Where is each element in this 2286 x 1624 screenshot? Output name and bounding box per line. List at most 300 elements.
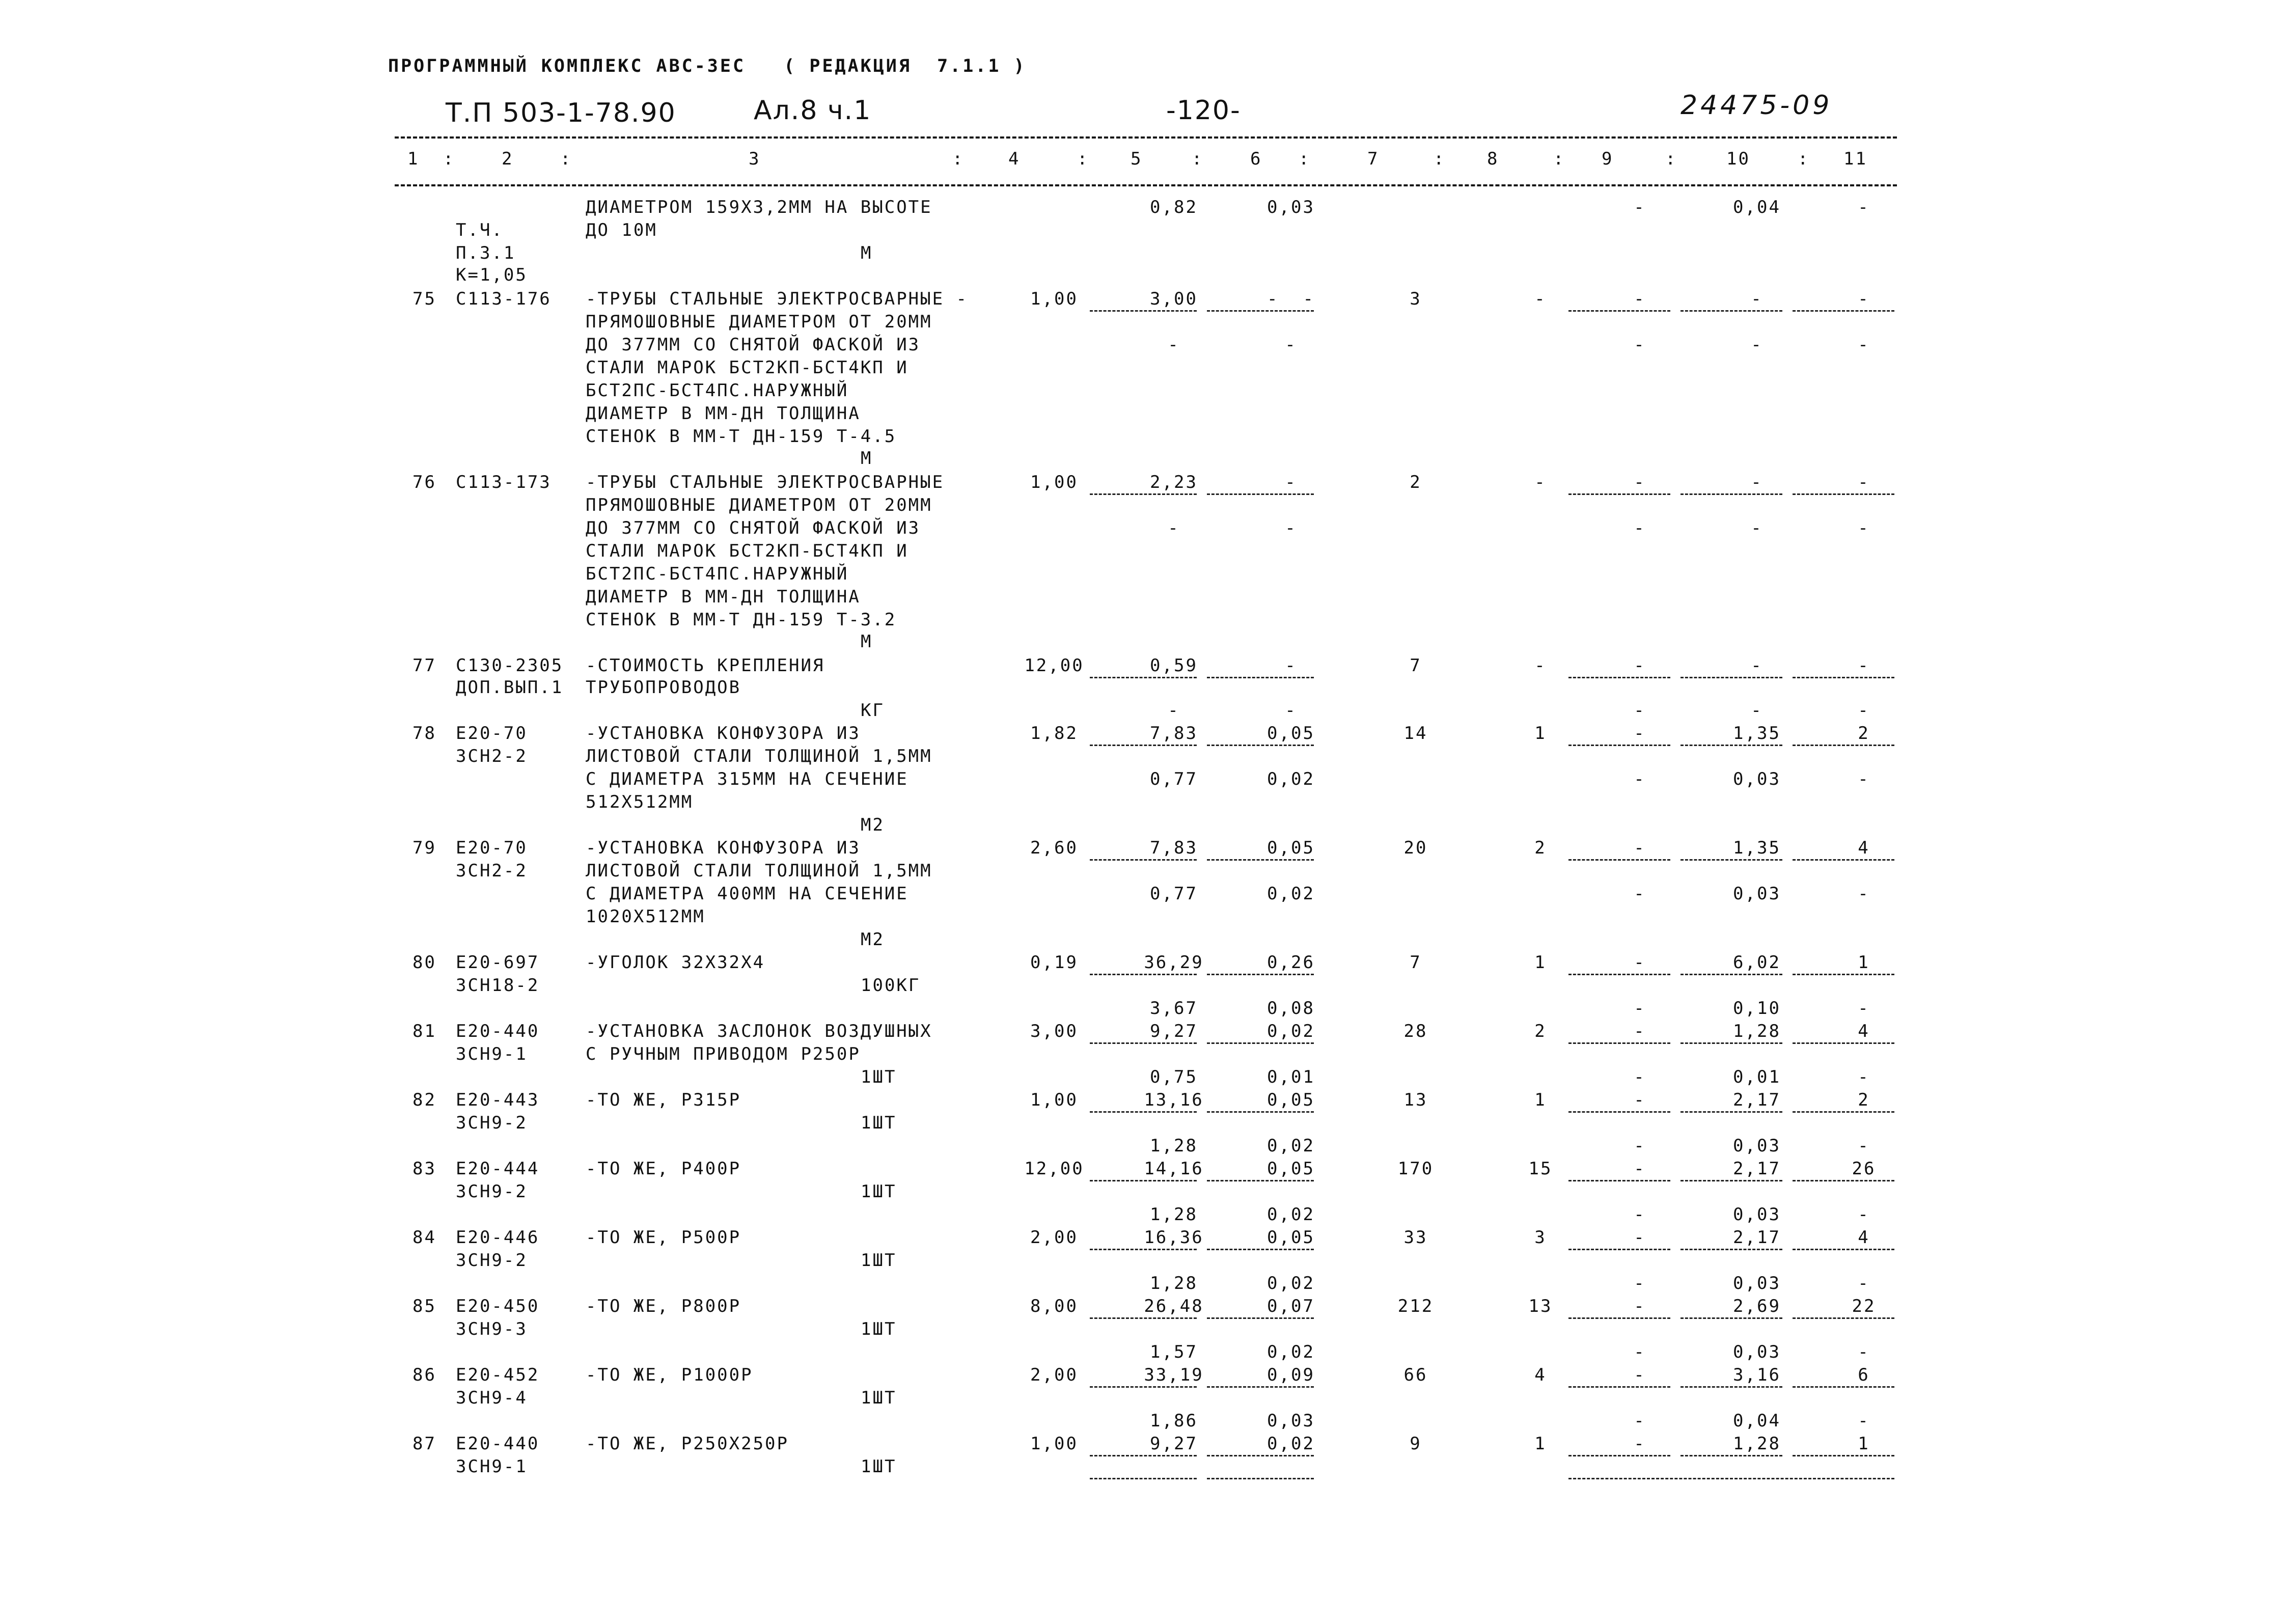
- cell-r75-code: С113-176: [456, 289, 552, 309]
- subtotal-rule: [1793, 677, 1894, 678]
- subtotal-rule: [1207, 1455, 1314, 1456]
- cell-r80-c3: -УГОЛОК 32Х32Х4: [586, 952, 765, 973]
- cell-r81c-c9: -: [1634, 1067, 1646, 1087]
- cell-r87-c9: -: [1634, 1434, 1646, 1454]
- cell-r81-c11: 4: [1858, 1021, 1870, 1041]
- cell-r78-c11: 2: [1858, 723, 1870, 744]
- cell-r80-c5: 36,29: [1144, 952, 1204, 973]
- cell-r79-c10: 1,35: [1733, 838, 1781, 858]
- cell-r87-c3: -ТО ЖЕ, Р250Х250Р: [586, 1434, 789, 1454]
- subtotal-rule: [1207, 677, 1314, 678]
- cell-r77-code: С130-2305: [456, 655, 564, 676]
- cell-r80b-c3: 100КГ: [861, 975, 921, 996]
- cell-r81c-c6: 0,01: [1267, 1067, 1315, 1087]
- cell-r84b-code: ЗСН9-2: [456, 1250, 528, 1271]
- cell-r75d-c3: СТАЛИ МАРОК БСТ2КП-БСТ4КП И: [586, 357, 908, 378]
- cell-r75-c10: -: [1751, 289, 1763, 309]
- cell-r85-num: 85: [412, 1296, 436, 1316]
- cell-r85-c8: 13: [1528, 1296, 1553, 1316]
- cell-r85b-code: ЗСН9-3: [456, 1319, 528, 1339]
- cell-r78e-c3: М2: [861, 815, 885, 835]
- cell-r80-c4: 0,19: [1030, 952, 1078, 973]
- cell-r79c-c10: 0,03: [1733, 884, 1781, 904]
- cell-r76-code: С113-173: [456, 472, 552, 492]
- cell-r86-c11: 6: [1858, 1365, 1870, 1385]
- subtotal-rule: [1090, 1180, 1197, 1181]
- subtotal-rule: [1207, 859, 1314, 861]
- column-header-11: 11: [1843, 149, 1867, 169]
- cell-r79-c11: 4: [1858, 838, 1870, 858]
- cell-r78-c10: 1,35: [1733, 723, 1781, 744]
- subtotal-rule: [1681, 1042, 1782, 1044]
- cell-r84b-c3: 1ШТ: [861, 1250, 897, 1271]
- subtotal-rule: [1207, 493, 1314, 495]
- cell-r86-c8: 4: [1534, 1365, 1547, 1385]
- subtotal-rule: [1207, 1180, 1314, 1181]
- cell-r83b-code: ЗСН9-2: [456, 1181, 528, 1202]
- subtotal-rule: [1568, 1386, 1670, 1388]
- subtotal-rule: [1681, 1249, 1782, 1250]
- final-rule: [1207, 1478, 1314, 1479]
- cell-r85-c7: 212: [1397, 1296, 1434, 1316]
- subtotal-rule: [1207, 1386, 1314, 1388]
- cell-r79-c7: 20: [1403, 838, 1428, 858]
- cell-l01-c3: ДИАМЕТРОМ 159Х3,2ММ НА ВЫСОТЕ: [586, 197, 932, 217]
- cell-r77-c8: -: [1534, 655, 1547, 676]
- cell-r80-c9: -: [1634, 952, 1646, 973]
- cell-l02-c3: ДО 10М: [586, 220, 657, 240]
- cell-r85c-c6: 0,02: [1267, 1342, 1315, 1362]
- cell-r83c-c6: 0,02: [1267, 1204, 1315, 1225]
- cell-r84-code: Е20-446: [456, 1227, 540, 1248]
- cell-r81-c8: 2: [1534, 1021, 1547, 1041]
- cell-r76e-c3: БСТ2ПС-БСТ4ПС.НАРУЖНЫЙ: [586, 564, 849, 584]
- cell-r84-c11: 4: [1858, 1227, 1870, 1248]
- cell-r84c-c6: 0,02: [1267, 1273, 1315, 1293]
- cell-r85-c9: -: [1634, 1296, 1646, 1316]
- cell-r79-c4: 2,60: [1030, 838, 1078, 858]
- cell-r83-c7: 170: [1397, 1159, 1434, 1179]
- cell-r82-c6: 0,05: [1267, 1090, 1315, 1110]
- cell-r86c-c6: 0,03: [1267, 1411, 1315, 1431]
- cell-r75b-c3: ПРЯМОШОВНЫЕ ДИАМЕТРОМ ОТ 20ММ: [586, 312, 932, 332]
- cell-r77c-c10: -: [1751, 700, 1763, 721]
- cell-l01-c5: 0,82: [1150, 197, 1198, 217]
- cell-r75-c6: - -: [1267, 289, 1315, 309]
- column-separator: :: [1434, 149, 1446, 169]
- cell-r84-c3: -ТО ЖЕ, Р500Р: [586, 1227, 741, 1248]
- subtotal-rule: [1568, 859, 1670, 861]
- cell-r80c-c6: 0,08: [1267, 998, 1315, 1019]
- subtotal-rule: [1090, 1455, 1197, 1456]
- cell-r85-c11: 22: [1852, 1296, 1876, 1316]
- cell-r76-c7: 2: [1410, 472, 1422, 492]
- cell-r82-c3: -ТО ЖЕ, Р315Р: [586, 1090, 741, 1110]
- cell-l03-c2: П.3.1: [456, 243, 516, 263]
- page-number: -120-: [1166, 95, 1241, 126]
- cell-r76-c5: 2,23: [1150, 472, 1198, 492]
- subtotal-rule: [1090, 493, 1197, 495]
- cell-r78c-c11: -: [1858, 769, 1870, 789]
- subtotal-rule: [1568, 1249, 1670, 1250]
- cell-r75f-c3: ДИАМЕТР В ММ-ДН ТОЛЩИНА: [586, 403, 861, 424]
- subtotal-rule: [1793, 1455, 1894, 1456]
- cell-r76-c3: -ТРУБЫ СТАЛЬНЫЕ ЭЛЕКТРОСВАРНЫЕ: [586, 472, 945, 492]
- cell-r85c-c5: 1,57: [1150, 1342, 1198, 1362]
- cell-l01-c6: 0,03: [1267, 197, 1315, 217]
- subtotal-rule: [1793, 1111, 1894, 1113]
- subtotal-rule: [1793, 1386, 1894, 1388]
- cell-r82c-c6: 0,02: [1267, 1136, 1315, 1156]
- subtotal-rule: [1681, 1317, 1782, 1319]
- subtotal-rule: [1681, 1455, 1782, 1456]
- cell-r81b-code: ЗСН9-1: [456, 1044, 528, 1064]
- cell-r76d-c3: СТАЛИ МАРОК БСТ2КП-БСТ4КП И: [586, 541, 908, 561]
- cell-r87-c10: 1,28: [1733, 1434, 1781, 1454]
- subtotal-rule: [1568, 745, 1670, 746]
- cell-r83b-c3: 1ШТ: [861, 1181, 897, 1202]
- cell-r76-c9: -: [1634, 472, 1646, 492]
- cell-r86c-c5: 1,86: [1150, 1411, 1198, 1431]
- subtotal-rule: [1090, 310, 1197, 312]
- cell-r85-c4: 8,00: [1030, 1296, 1078, 1316]
- cell-r78-num: 78: [412, 723, 436, 744]
- cell-r82b-c3: 1ШТ: [861, 1113, 897, 1133]
- cell-r79b-code: ЗСН2-2: [456, 861, 528, 881]
- cell-r84-c5: 16,36: [1144, 1227, 1204, 1248]
- cell-r84c-c10: 0,03: [1733, 1273, 1781, 1293]
- cell-r82-c11: 2: [1858, 1090, 1870, 1110]
- column-separator: :: [560, 149, 572, 169]
- cell-r80-c10: 6,02: [1733, 952, 1781, 973]
- column-header-3: 3: [749, 149, 761, 169]
- cell-r76c-c6: -: [1285, 518, 1297, 538]
- cell-r83-c4: 12,00: [1024, 1159, 1084, 1179]
- subtotal-rule: [1568, 1455, 1670, 1456]
- cell-r79d-c3: 1020Х512ММ: [586, 906, 705, 927]
- cell-r78-c4: 1,82: [1030, 723, 1078, 744]
- cell-r77-c3: -СТОИМОСТЬ КРЕПЛЕНИЯ: [586, 655, 825, 676]
- cell-r78-code: Е20-70: [456, 723, 528, 744]
- subtotal-rule: [1793, 1317, 1894, 1319]
- cell-l01-c9: -: [1634, 197, 1646, 217]
- cell-r83-c8: 15: [1528, 1159, 1553, 1179]
- cell-r84c-c11: -: [1858, 1273, 1870, 1293]
- cell-r77-c9: -: [1634, 655, 1646, 676]
- cell-r76b-c3: ПРЯМОШОВНЫЕ ДИАМЕТРОМ ОТ 20ММ: [586, 495, 932, 515]
- cell-r77-num: 77: [412, 655, 436, 676]
- cell-l04-c2: К=1,05: [456, 265, 528, 285]
- cell-r80b-code: ЗСН18-2: [456, 975, 540, 996]
- cell-r87-c6: 0,02: [1267, 1434, 1315, 1454]
- cell-r82c-c9: -: [1634, 1136, 1646, 1156]
- cell-r83-num: 83: [412, 1159, 436, 1179]
- column-header-7: 7: [1367, 149, 1380, 169]
- final-rule: [1090, 1478, 1197, 1479]
- cell-r78c-c5: 0,77: [1150, 769, 1198, 789]
- subtotal-rule: [1207, 1111, 1314, 1113]
- cell-r76c-c9: -: [1634, 518, 1646, 538]
- cell-r76c-c3: ДО 377ММ СО СНЯТОЙ ФАСКОЙ ИЗ: [586, 518, 921, 538]
- cell-r77b-code: ДОП.ВЫП.1: [456, 677, 564, 698]
- column-separator: :: [1299, 149, 1311, 169]
- cell-r82-c10: 2,17: [1733, 1090, 1781, 1110]
- cell-r78b-code: ЗСН2-2: [456, 746, 528, 766]
- cell-r82c-c5: 1,28: [1150, 1136, 1198, 1156]
- cell-r80c-c5: 3,67: [1150, 998, 1198, 1019]
- column-separator: :: [443, 149, 455, 169]
- cell-r83c-c10: 0,03: [1733, 1204, 1781, 1225]
- cell-r86b-code: ЗСН9-4: [456, 1388, 528, 1408]
- cell-r83-c6: 0,05: [1267, 1159, 1315, 1179]
- cell-r84-c7: 33: [1403, 1227, 1428, 1248]
- subtotal-rule: [1090, 1386, 1197, 1388]
- cell-r84-c4: 2,00: [1030, 1227, 1078, 1248]
- subtotal-rule: [1681, 974, 1782, 975]
- cell-r76-c6: -: [1285, 472, 1297, 492]
- cell-r86-c5: 33,19: [1144, 1365, 1204, 1385]
- subtotal-rule: [1568, 310, 1670, 312]
- cell-r75-c9: -: [1634, 289, 1646, 309]
- cell-r75-c8: -: [1534, 289, 1547, 309]
- cell-r80-code: Е20-697: [456, 952, 540, 973]
- cell-r82-num: 82: [412, 1090, 436, 1110]
- cell-r84-c9: -: [1634, 1227, 1646, 1248]
- cell-r75-c5: 3,00: [1150, 289, 1198, 309]
- cell-r84-c6: 0,05: [1267, 1227, 1315, 1248]
- subtotal-rule: [1793, 1042, 1894, 1044]
- cell-r76-c4: 1,00: [1030, 472, 1078, 492]
- cell-r84c-c5: 1,28: [1150, 1273, 1198, 1293]
- header-rule-bottom: [395, 184, 1897, 186]
- subtotal-rule: [1568, 974, 1670, 975]
- subtotal-rule: [1681, 1111, 1782, 1113]
- subtotal-rule: [1793, 310, 1894, 312]
- cell-r79-num: 79: [412, 838, 436, 858]
- cell-r75c-c5: -: [1168, 335, 1180, 355]
- cell-r81-c6: 0,02: [1267, 1021, 1315, 1041]
- cell-r80-num: 80: [412, 952, 436, 973]
- subtotal-rule: [1793, 493, 1894, 495]
- cell-r76c-c10: -: [1751, 518, 1763, 538]
- cell-r79b-c3: ЛИСТОВОЙ СТАЛИ ТОЛЩИНОЙ 1,5ММ: [586, 861, 932, 881]
- column-separator: :: [1553, 149, 1565, 169]
- subtotal-rule: [1793, 1180, 1894, 1181]
- cell-r81-c7: 28: [1403, 1021, 1428, 1041]
- cell-r78c-c6: 0,02: [1267, 769, 1315, 789]
- cell-r75-num: 75: [412, 289, 436, 309]
- cell-r76c-c5: -: [1168, 518, 1180, 538]
- cell-r77-c11: -: [1858, 655, 1870, 676]
- cell-r80c-c9: -: [1634, 998, 1646, 1019]
- cell-r78-c8: 1: [1534, 723, 1547, 744]
- cell-r84-c10: 2,17: [1733, 1227, 1781, 1248]
- cell-r79-code: Е20-70: [456, 838, 528, 858]
- cell-r78-c5: 7,83: [1150, 723, 1198, 744]
- subtotal-rule: [1207, 1249, 1314, 1250]
- cell-r83-code: Е20-444: [456, 1159, 540, 1179]
- subtotal-rule: [1090, 1249, 1197, 1250]
- cell-r81-c3: -УСТАНОВКА ЗАСЛОНОК ВОЗДУШНЫХ: [586, 1021, 932, 1041]
- cell-r77-c10: -: [1751, 655, 1763, 676]
- subtotal-rule: [1681, 1386, 1782, 1388]
- cell-r75c-c9: -: [1634, 335, 1646, 355]
- cell-l01-c11: -: [1858, 197, 1870, 217]
- cell-r80-c6: 0,26: [1267, 952, 1315, 973]
- cell-r78c-c3: С ДИАМЕТРА 315ММ НА СЕЧЕНИЕ: [586, 769, 908, 789]
- cell-r76-num: 76: [412, 472, 436, 492]
- column-header-2: 2: [502, 149, 514, 169]
- cell-r82-c4: 1,00: [1030, 1090, 1078, 1110]
- cell-r78-c9: -: [1634, 723, 1646, 744]
- cell-r81c-c5: 0,75: [1150, 1067, 1198, 1087]
- cell-r83-c9: -: [1634, 1159, 1646, 1179]
- cell-r87b-code: ЗСН9-1: [456, 1456, 528, 1477]
- subtotal-rule: [1090, 745, 1197, 746]
- subtotal-rule: [1681, 859, 1782, 861]
- cell-r85c-c11: -: [1858, 1342, 1870, 1362]
- subtotal-rule: [1568, 1180, 1670, 1181]
- final-rule: [1568, 1478, 1894, 1479]
- cell-r86-c3: -ТО ЖЕ, Р1000Р: [586, 1365, 753, 1385]
- cell-r80-c7: 7: [1410, 952, 1422, 973]
- subtotal-rule: [1681, 493, 1782, 495]
- cell-r82-c9: -: [1634, 1090, 1646, 1110]
- column-separator: :: [1665, 149, 1677, 169]
- subtotal-rule: [1793, 974, 1894, 975]
- column-separator: :: [1077, 149, 1089, 169]
- column-header-4: 4: [1008, 149, 1021, 169]
- cell-r82b-code: ЗСН9-2: [456, 1113, 528, 1133]
- cell-r86-num: 86: [412, 1365, 436, 1385]
- cell-r83-c11: 26: [1852, 1159, 1876, 1179]
- cell-r76-c11: -: [1858, 472, 1870, 492]
- cell-r81-c5: 9,27: [1150, 1021, 1198, 1041]
- subtotal-rule: [1207, 974, 1314, 975]
- cell-r87-c5: 9,27: [1150, 1434, 1198, 1454]
- cell-r79-c8: 2: [1534, 838, 1547, 858]
- cell-r82-c7: 13: [1403, 1090, 1428, 1110]
- cell-r82c-c11: -: [1858, 1136, 1870, 1156]
- column-header-6: 6: [1250, 149, 1262, 169]
- subtotal-rule: [1793, 745, 1894, 746]
- cell-r83-c10: 2,17: [1733, 1159, 1781, 1179]
- cell-r78-c7: 14: [1403, 723, 1428, 744]
- cell-r81c-c3: 1ШТ: [861, 1067, 897, 1087]
- subtotal-rule: [1793, 1249, 1894, 1250]
- cell-r76-c8: -: [1534, 472, 1547, 492]
- cell-l01-c10: 0,04: [1733, 197, 1781, 217]
- cell-r76-c10: -: [1751, 472, 1763, 492]
- cell-r77c-c5: -: [1168, 700, 1180, 721]
- project-code: Т.П 503-1-78.90: [446, 98, 676, 128]
- subtotal-rule: [1793, 859, 1894, 861]
- cell-r78-c3: -УСТАНОВКА КОНФУЗОРА ИЗ: [586, 723, 861, 744]
- cell-r78d-c3: 512Х512ММ: [586, 792, 694, 812]
- cell-r84c-c9: -: [1634, 1273, 1646, 1293]
- album-label: Ал.8 ч.1: [754, 95, 872, 126]
- subtotal-rule: [1090, 974, 1197, 975]
- column-header-1: 1: [407, 149, 420, 169]
- header-rule-top: [395, 136, 1897, 139]
- subtotal-rule: [1090, 1317, 1197, 1319]
- cell-r75-c4: 1,00: [1030, 289, 1078, 309]
- cell-r81-c9: -: [1634, 1021, 1646, 1041]
- cell-r84-c8: 3: [1534, 1227, 1547, 1248]
- cell-r83c-c9: -: [1634, 1204, 1646, 1225]
- cell-r85c-c9: -: [1634, 1342, 1646, 1362]
- cell-r80-c8: 1: [1534, 952, 1547, 973]
- cell-r86-c4: 2,00: [1030, 1365, 1078, 1385]
- subtotal-rule: [1681, 677, 1782, 678]
- cell-r75c-c3: ДО 377ММ СО СНЯТОЙ ФАСКОЙ ИЗ: [586, 335, 921, 355]
- program-header: ПРОГРАММНЫЙ КОМПЛЕКС АВС-ЗЕС ( РЕДАКЦИЯ 7.1.1 ): [388, 56, 1027, 76]
- cell-r77c-c11: -: [1858, 700, 1870, 721]
- cell-r75-c11: -: [1858, 289, 1870, 309]
- subtotal-rule: [1207, 1317, 1314, 1319]
- cell-r85-c10: 2,69: [1733, 1296, 1781, 1316]
- column-header-10: 10: [1726, 149, 1750, 169]
- cell-r82c-c10: 0,03: [1733, 1136, 1781, 1156]
- cell-r86c-c9: -: [1634, 1411, 1646, 1431]
- cell-l03-c3: М: [861, 243, 873, 263]
- cell-r79-c5: 7,83: [1150, 838, 1198, 858]
- cell-r86-c6: 0,09: [1267, 1365, 1315, 1385]
- cell-r87-code: Е20-440: [456, 1434, 540, 1454]
- subtotal-rule: [1681, 1180, 1782, 1181]
- cell-r81c-c11: -: [1858, 1067, 1870, 1087]
- cell-r75c-c11: -: [1858, 335, 1870, 355]
- cell-r75-c7: 3: [1410, 289, 1422, 309]
- cell-r80-c11: 1: [1858, 952, 1870, 973]
- cell-r86b-c3: 1ШТ: [861, 1388, 897, 1408]
- subtotal-rule: [1090, 677, 1197, 678]
- cell-r82-c5: 13,16: [1144, 1090, 1204, 1110]
- cell-r77-c6: -: [1285, 655, 1297, 676]
- cell-r85c-c10: 0,03: [1733, 1342, 1781, 1362]
- subtotal-rule: [1568, 1042, 1670, 1044]
- cell-r86c-c11: -: [1858, 1411, 1870, 1431]
- cell-r79c-c9: -: [1634, 884, 1646, 904]
- subtotal-rule: [1568, 1317, 1670, 1319]
- cell-r84-num: 84: [412, 1227, 436, 1248]
- subtotal-rule: [1568, 677, 1670, 678]
- cell-r86-c9: -: [1634, 1365, 1646, 1385]
- cell-r83-c5: 14,16: [1144, 1159, 1204, 1179]
- cell-r85-code: Е20-450: [456, 1296, 540, 1316]
- subtotal-rule: [1681, 310, 1782, 312]
- column-separator: :: [1192, 149, 1204, 169]
- cell-r86c-c10: 0,04: [1733, 1411, 1781, 1431]
- cell-r85-c3: -ТО ЖЕ, Р800Р: [586, 1296, 741, 1316]
- cell-r85-c6: 0,07: [1267, 1296, 1315, 1316]
- cell-r79c-c11: -: [1858, 884, 1870, 904]
- cell-r81-code: Е20-440: [456, 1021, 540, 1041]
- cell-r83c-c11: -: [1858, 1204, 1870, 1225]
- subtotal-rule: [1207, 1042, 1314, 1044]
- cell-r83c-c5: 1,28: [1150, 1204, 1198, 1225]
- cell-r86-c7: 66: [1403, 1365, 1428, 1385]
- cell-r79e-c3: М2: [861, 929, 885, 950]
- cell-r78c-c10: 0,03: [1733, 769, 1781, 789]
- cell-r75h-c3: М: [861, 448, 873, 469]
- cell-r78-c6: 0,05: [1267, 723, 1315, 744]
- cell-l02-c2: Т.Ч.: [456, 220, 504, 240]
- cell-r79-c3: -УСТАНОВКА КОНФУЗОРА ИЗ: [586, 838, 861, 858]
- document-number: 24475-09: [1681, 90, 1833, 121]
- cell-r80c-c11: -: [1858, 998, 1870, 1019]
- cell-r85-c5: 26,48: [1144, 1296, 1204, 1316]
